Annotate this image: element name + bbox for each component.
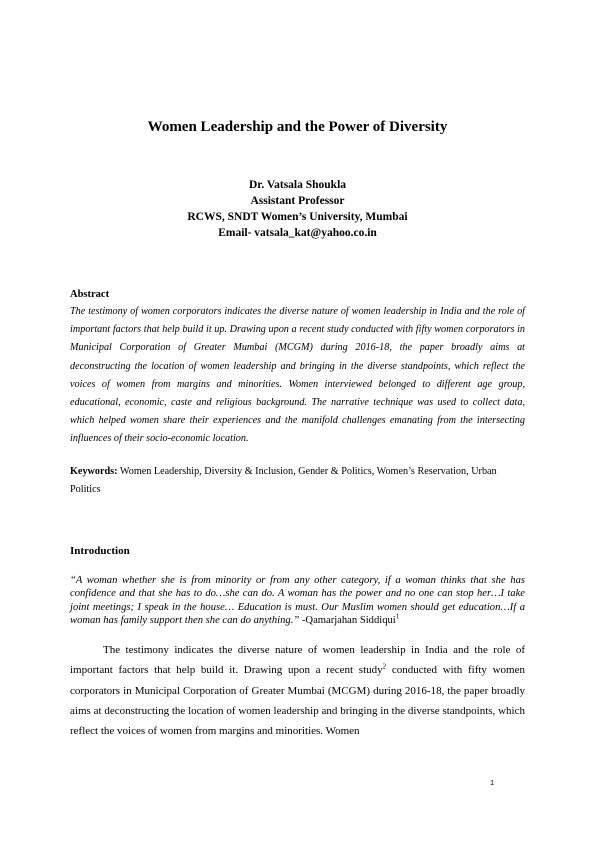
quote-attribution: -Qamarjahan Siddiqui bbox=[301, 615, 396, 627]
abstract-heading: Abstract bbox=[70, 289, 110, 300]
abstract-text: The testimony of women corporators indicates the diverse nature of women leadership in India and the role of important factors that help build it up. Drawing upon a recent study conducted with fifty women corporators in Municipal Corporation of Greater Mumbai (MCGM) during 2016-18, the paper broadly aims at deconstructing the location of women leadership and bringing in the diverse standpoints, which reflect the voices of women from margins and minorities. Women interviewed belonged to different age group, educational, economic, caste and religious background. The narrative technique was used to collect data, which helped women share their experiences and the manifold challenges emanating from the intersecting influences of their socio-economic location. bbox=[70, 306, 525, 445]
paper-title: Women Leadership and the Power of Diversity bbox=[147, 119, 448, 135]
author-affiliation: RCWS, SNDT Women’s University, Mumbai bbox=[187, 211, 408, 223]
author-position: Assistant Professor bbox=[250, 195, 345, 207]
page-number: 1 bbox=[490, 778, 495, 787]
introduction-heading: Introduction bbox=[70, 545, 130, 557]
author-name: Dr. Vatsala Shoukla bbox=[248, 179, 347, 191]
keywords-label: Keywords: bbox=[70, 466, 118, 477]
introduction-paragraph bbox=[70, 640, 525, 741]
footnote-marker-2: 2 bbox=[382, 662, 387, 671]
paragraph-text-part1: The testimony indicates the diverse nature of women leadership in India and the role of important factors that help build it. Drawing upon a recent study bbox=[70, 644, 525, 677]
paragraph-text-part2: conducted with fifty women corporators in Municipal Corporation of Greater Mumbai (MCGM) during 2016-18, the paper broadly aims at deconstructing the location of women leadership and bringing in the diverse standpoints, which reflect the voices of women from margins and minorities. Women bbox=[70, 664, 525, 738]
author-email: Email- vatsala_kat@yahoo.co.in bbox=[218, 227, 377, 239]
footnote-marker-1: 1 bbox=[395, 612, 400, 621]
introduction-quote bbox=[70, 574, 525, 628]
quote-text: “A woman whether she is from minority or from any other category, if a woman thinks that she has confidence and that she has to do…she can do. A woman has the power and no one can stop her…I take joint meetings; I speak in the house… Education is must. Our Muslim women should get education…If a woman has family support then she can do anything.” bbox=[70, 575, 525, 627]
keywords-text: Women Leadership, Diversity & Inclusion, Gender & Politics, Women’s Reservation, Urban Politics bbox=[70, 466, 497, 496]
keywords bbox=[70, 463, 525, 499]
